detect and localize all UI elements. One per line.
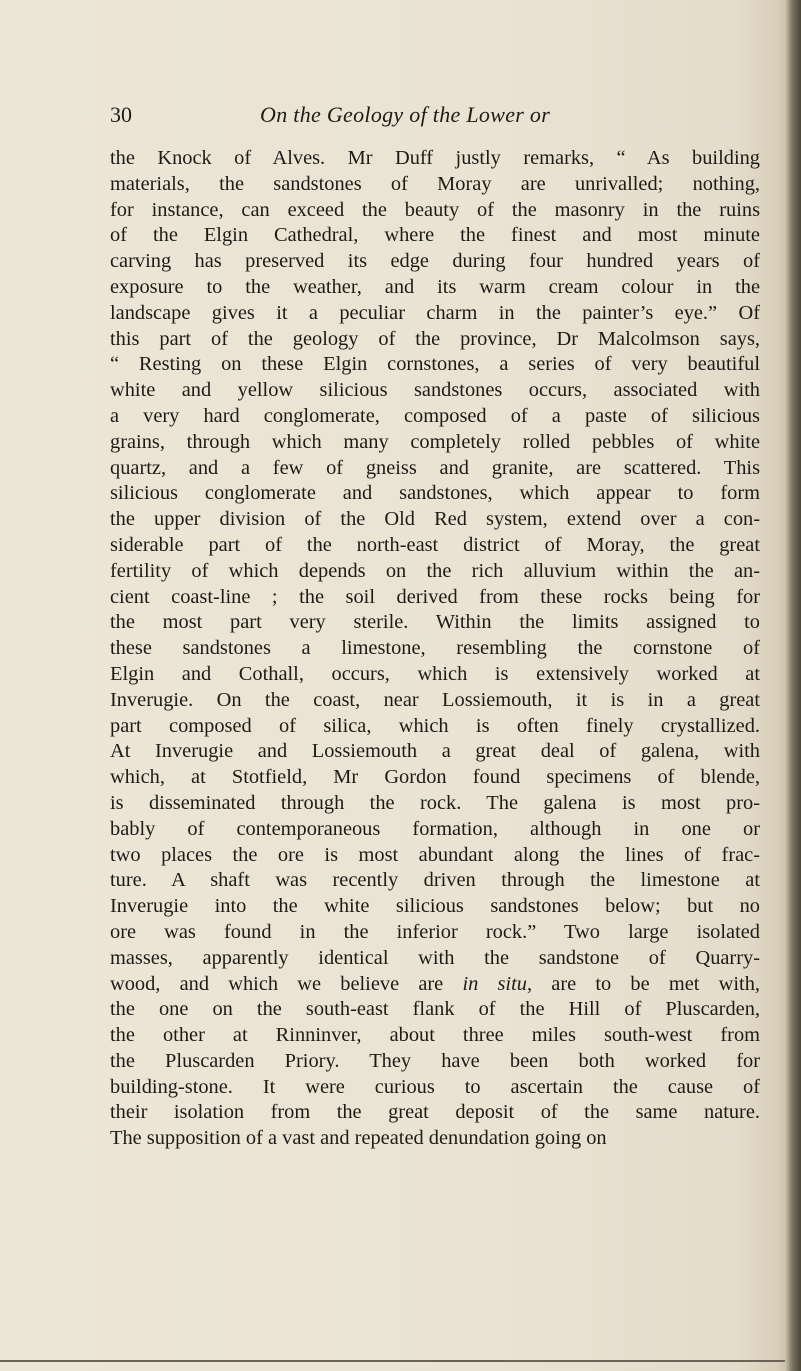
text-line: grains, through which many completely rolled pebbles of white: [110, 430, 760, 453]
page-number: 30: [110, 102, 132, 127]
page-header: [110, 99, 760, 131]
text-line: the upper division of the Old Red system, extend over a con-: [110, 508, 760, 531]
text-line: Elgin and Cothall, occurs, which is extensively worked at: [110, 662, 760, 685]
text-line: exposure to the weather, and its warm cream colour in the: [110, 275, 760, 298]
text-line: silicious conglomerate and sandstones, which appear to form: [110, 482, 760, 505]
text-line: quartz, and a few of gneiss and granite, are scattered. This: [110, 456, 760, 479]
text-line: Inverugie into the white silicious sandstones below; but no: [110, 895, 760, 918]
text-line: a very hard conglomerate, composed of a paste of silicious: [110, 404, 760, 427]
page-edge: [785, 0, 801, 1371]
text-line: “ Resting on these Elgin cornstones, a series of very beautiful: [110, 353, 760, 376]
text-line: their isolation from the great deposit of the same nature.: [110, 1101, 760, 1124]
text-line: landscape gives it a peculiar charm in the painter’s eye.” Of: [110, 301, 760, 324]
text-line: part composed of silica, which is often finely crystallized.: [110, 714, 760, 737]
text-line: which, at Stotfield, Mr Gordon found specimens of blende,: [110, 766, 760, 789]
text-line: siderable part of the north-east district of Moray, the great: [110, 533, 760, 556]
text-line: ore was found in the inferior rock.” Two large isolated: [110, 920, 760, 943]
text-line: Inverugie. On the coast, near Lossiemouth, it is in a great: [110, 688, 760, 711]
text-line: the Knock of Alves. Mr Duff justly remarks, “ As building: [110, 147, 760, 169]
running-title: On the Geology of the Lower or: [260, 102, 551, 127]
italic-phrase: in situ: [462, 972, 527, 995]
text-line: is disseminated through the rock. The galena is most pro-: [110, 791, 760, 814]
text-line: the most part very sterile. Within the limits assigned to: [110, 611, 760, 634]
text-line: these sandstones a limestone, resembling the cornstone of: [110, 637, 760, 660]
text-line: masses, apparently identical with the sandstone of Quarry-: [110, 946, 760, 969]
text-line: At Inverugie and Lossiemouth a great deal of galena, with: [110, 740, 760, 763]
text-line: this part of the geology of the province, Dr Malcolmson says,: [110, 327, 760, 350]
text-segment: , are to be met with,: [526, 972, 760, 995]
text-line: the other at Rinninver, about three miles south-west from: [110, 1024, 760, 1047]
text-line: building-stone. It were curious to ascertain the cause of: [110, 1075, 760, 1098]
text-line: bably of contemporaneous formation, although in one or: [110, 817, 760, 840]
text-segment: wood, and which we believe are: [110, 972, 463, 995]
text-line: cient coast-line ; the soil derived from these rocks being for: [110, 585, 760, 608]
text-line: of the Elgin Cathedral, where the finest and most minute: [110, 224, 760, 247]
bottom-rule: [0, 1360, 785, 1362]
text-line: ture. A shaft was recently driven through the limestone at: [110, 869, 760, 892]
text-line: materials, the sandstones of Moray are unrivalled; nothing,: [110, 172, 760, 195]
text-line: two places the ore is most abundant along the lines of frac-: [110, 843, 760, 866]
body-text: [110, 146, 760, 1152]
text-line: for instance, can exceed the beauty of the masonry in the ruins: [110, 198, 760, 221]
text-line: the Pluscarden Priory. They have been both worked for: [110, 1049, 760, 1072]
text-line: the one on the south-east flank of the Hill of Pluscarden,: [110, 998, 760, 1021]
text-line: [110, 972, 760, 998]
text-line: The supposition of a vast and repeated denundation going on: [110, 1127, 607, 1150]
text-line: white and yellow silicious sandstones occurs, associated with: [110, 379, 760, 402]
text-line: fertility of which depends on the rich alluvium within the an-: [110, 559, 760, 582]
text-line: carving has preserved its edge during four hundred years of: [110, 250, 760, 273]
